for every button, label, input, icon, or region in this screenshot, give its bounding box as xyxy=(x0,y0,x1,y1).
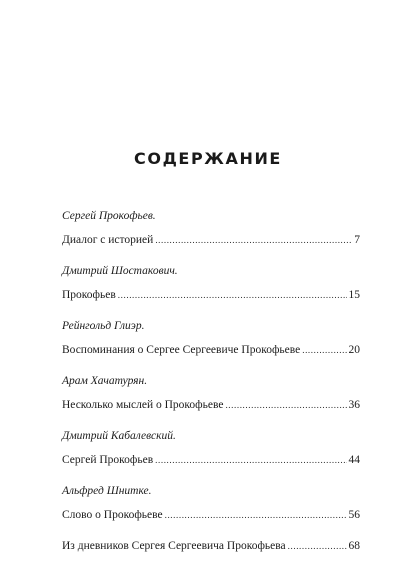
entry-page-number: 56 xyxy=(348,509,360,521)
entry-title: Воспоминания о Сергее Сергеевиче Прокофьеве xyxy=(62,344,301,356)
dot-leader xyxy=(155,453,346,467)
entry-title: Слово о Прокофьеве xyxy=(62,509,163,521)
entry-title: Диалог с историей xyxy=(62,234,154,246)
dot-leader xyxy=(118,288,347,302)
entry-page-number: 20 xyxy=(348,344,360,356)
dot-leader xyxy=(302,343,346,357)
entry-author: Дмитрий Шостакович. xyxy=(62,265,178,277)
entry-page-number: 36 xyxy=(348,399,360,411)
entry-author: Дмитрий Кабалевский. xyxy=(62,430,176,442)
entry-author: Сергей Прокофьев. xyxy=(62,210,156,222)
toc-entry-2 xyxy=(62,264,360,302)
toc-entry-4 xyxy=(62,374,360,412)
toc-entry-1 xyxy=(62,209,360,247)
entry-line xyxy=(62,453,360,467)
entry-line xyxy=(62,539,360,553)
entry-line xyxy=(62,288,360,302)
dot-leader xyxy=(288,539,347,553)
toc-list xyxy=(62,209,360,570)
entry-title: Прокофьев xyxy=(62,289,116,301)
dot-leader xyxy=(155,233,352,247)
toc-entry-6 xyxy=(62,484,360,522)
toc-entry-3 xyxy=(62,319,360,357)
entry-line xyxy=(62,343,360,357)
entry-title: Несколько мыслей о Прокофьеве xyxy=(62,399,224,411)
entry-line xyxy=(62,398,360,412)
entry-author: Альфред Шнитке. xyxy=(62,485,152,497)
entry-page-number: 44 xyxy=(348,454,360,466)
toc-heading: СОДЕРЖАНИЕ xyxy=(134,149,282,168)
entry-author: Арам Хачатурян. xyxy=(62,375,148,387)
entry-page-number: 7 xyxy=(354,234,360,246)
entry-author: Рейнгольд Глиэр. xyxy=(62,320,145,332)
entry-title: Сергей Прокофьев xyxy=(62,454,154,466)
toc-entry-5 xyxy=(62,429,360,467)
entry-line xyxy=(62,508,360,522)
dot-leader xyxy=(225,398,346,412)
entry-page-number: 15 xyxy=(348,289,360,301)
entry-title: Из дневников Сергея Сергеевича Прокофьева xyxy=(62,540,286,552)
entry-line xyxy=(62,233,360,247)
entry-page-number: 68 xyxy=(348,540,360,552)
toc-entry-7 xyxy=(62,539,360,553)
dot-leader xyxy=(165,508,347,522)
